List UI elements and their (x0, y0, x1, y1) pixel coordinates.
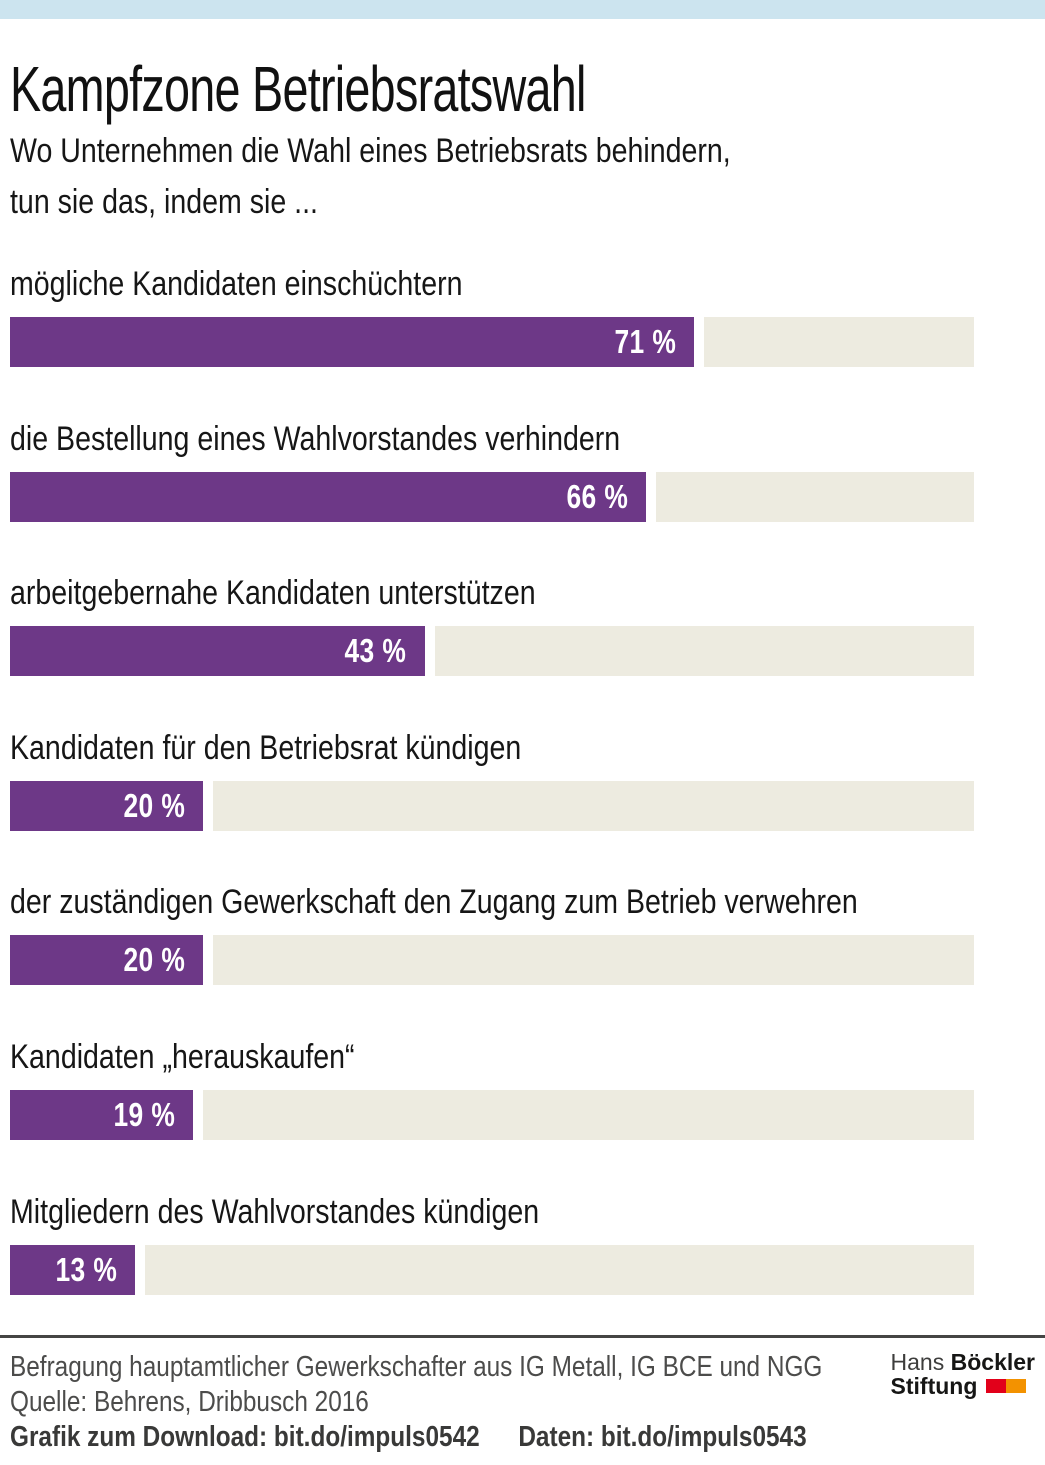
footer-data-link: Daten: bit.do/impuls0543 (518, 1421, 807, 1453)
bar-gap (694, 317, 704, 367)
bar-row (10, 1036, 974, 1146)
bar-gap (425, 626, 435, 676)
bar-value-label: 13 % (55, 1251, 118, 1288)
bar-fill (10, 626, 425, 676)
bar-category-label: mögliche Kandidaten einschüchtern (10, 265, 463, 303)
bar-category-label: der zuständigen Gewerkschaft den Zugang zum Betrieb verwehren (10, 883, 858, 921)
bar-remainder (203, 1090, 974, 1140)
page-title-text: Kampfzone Betriebsratswahl (10, 53, 586, 125)
bar-gap (135, 1245, 145, 1295)
bar-remainder (656, 472, 974, 522)
footer-divider (0, 1335, 1045, 1338)
bar-fill (10, 472, 646, 522)
hans-boeckler-stiftung-logo (891, 1350, 1035, 1398)
bar-value-label: 20 % (123, 787, 185, 824)
bar-fill (10, 935, 203, 985)
subtitle-line-2: tun sie das, indem sie ... (10, 183, 318, 221)
bar-category-label: Kandidaten „herauskaufen“ (10, 1038, 355, 1076)
bar-category-label: Kandidaten für den Betriebsrat kündigen (10, 729, 522, 767)
footer-links (10, 1417, 958, 1457)
bar-track (10, 472, 974, 522)
bar-remainder (213, 935, 974, 985)
bar-fill (10, 1245, 135, 1295)
bar-gap (193, 1090, 203, 1140)
bar-remainder (145, 1245, 974, 1295)
bar-remainder (435, 626, 974, 676)
logo-line-1: Hans Böckler (890, 1349, 1035, 1375)
subtitle-line-1: Wo Unternehmen die Wahl eines Betriebsrats behindern, (10, 132, 731, 170)
logo-line-2: Stiftung (891, 1374, 1035, 1398)
bar-track (10, 1090, 974, 1140)
bar-gap (646, 472, 656, 522)
logo-orange-mark (1006, 1379, 1026, 1393)
footer-download-link: Grafik zum Download: bit.do/impuls0542 (10, 1421, 480, 1453)
footer-note: Befragung hauptamtlicher Gewerkschafter aus IG Metall, IG BCE und NGG (10, 1351, 823, 1383)
bar-category-label: arbeitgebernahe Kandidaten unterstützen (10, 574, 536, 612)
bar-value-label: 20 % (123, 941, 185, 978)
bar-row (10, 881, 974, 991)
top-accent-band (0, 0, 1045, 19)
bar-row (10, 1191, 974, 1301)
footer-source: Quelle: Behrens, Dribbusch 2016 (10, 1386, 369, 1418)
bar-track (10, 317, 974, 367)
bar-row (10, 727, 974, 837)
bar-category-label: Mitgliedern des Wahlvorstandes kündigen (10, 1193, 540, 1231)
bar-gap (203, 781, 213, 831)
bar-remainder (213, 781, 974, 831)
logo-red-mark (986, 1379, 1006, 1393)
bar-row (10, 263, 974, 373)
bar-row (10, 418, 974, 528)
bar-row (10, 572, 974, 682)
bar-fill (10, 317, 694, 367)
bar-fill (10, 1090, 193, 1140)
bar-gap (203, 935, 213, 985)
chart-subtitle (10, 126, 868, 228)
bar-value-label: 19 % (113, 1096, 176, 1133)
bar-value-label: 43 % (344, 632, 407, 669)
bar-fill (10, 781, 203, 831)
bar-track (10, 781, 974, 831)
bar-remainder (704, 317, 974, 367)
bar-track (10, 935, 974, 985)
bar-value-label: 71 % (614, 323, 677, 360)
page-title (10, 52, 799, 126)
bar-track (10, 1245, 974, 1295)
bar-category-label: die Bestellung eines Wahlvorstandes verhindern (10, 420, 621, 458)
bar-value-label: 66 % (566, 478, 629, 515)
bar-track (10, 626, 974, 676)
